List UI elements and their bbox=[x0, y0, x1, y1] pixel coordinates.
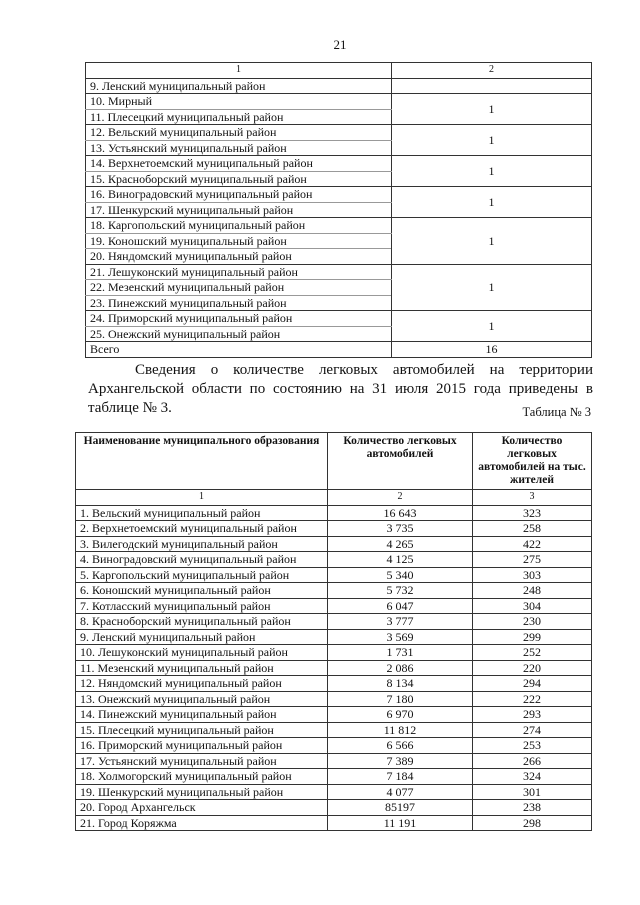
district-name: 9. Ленский муниципальный район bbox=[76, 629, 328, 645]
car-count: 3 777 bbox=[328, 614, 473, 630]
car-count: 11 191 bbox=[328, 815, 473, 831]
table-row bbox=[76, 567, 592, 583]
district-name: 24. Приморский муниципальный район bbox=[86, 311, 392, 327]
table-row bbox=[76, 536, 592, 552]
table-row bbox=[86, 125, 592, 141]
district-name: 22. Мезенский муниципальный район bbox=[86, 280, 392, 296]
table-row bbox=[76, 552, 592, 568]
cars-per-thousand: 304 bbox=[473, 598, 592, 614]
cars-per-thousand: 238 bbox=[473, 800, 592, 816]
table-row bbox=[86, 218, 592, 234]
car-count: 16 643 bbox=[328, 505, 473, 521]
car-count: 11 812 bbox=[328, 722, 473, 738]
car-count: 5 340 bbox=[328, 567, 473, 583]
header-cell: Наименование муниципального образования bbox=[76, 433, 328, 490]
cars-per-thousand: 275 bbox=[473, 552, 592, 568]
table-row bbox=[86, 78, 592, 94]
table-row bbox=[76, 660, 592, 676]
district-name: 9. Ленский муниципальный район bbox=[86, 78, 392, 94]
cars-per-thousand: 294 bbox=[473, 676, 592, 692]
table-caption: Таблица № 3 bbox=[522, 405, 591, 419]
district-name: 1. Вельский муниципальный район bbox=[76, 505, 328, 521]
header-row bbox=[86, 63, 592, 79]
car-count: 1 731 bbox=[328, 645, 473, 661]
cars-per-thousand: 230 bbox=[473, 614, 592, 630]
car-count: 4 077 bbox=[328, 784, 473, 800]
cars-per-thousand: 301 bbox=[473, 784, 592, 800]
car-count: 6 047 bbox=[328, 598, 473, 614]
col-number: 1 bbox=[86, 63, 392, 79]
district-name: 19. Шенкурский муниципальный район bbox=[76, 784, 328, 800]
car-count: 4 125 bbox=[328, 552, 473, 568]
page-number: 21 bbox=[333, 37, 347, 52]
district-name: 14. Верхнетоемский муниципальный район bbox=[86, 156, 392, 172]
group-value: 1 bbox=[392, 156, 592, 187]
column-number-row bbox=[76, 490, 592, 506]
col-number: 2 bbox=[392, 63, 592, 79]
car-count: 3 735 bbox=[328, 521, 473, 537]
car-count: 8 134 bbox=[328, 676, 473, 692]
table-row bbox=[76, 707, 592, 723]
cars-per-thousand: 324 bbox=[473, 769, 592, 785]
district-name: 11. Плесецкий муниципальный район bbox=[86, 109, 392, 125]
district-name: 11. Мезенский муниципальный район bbox=[76, 660, 328, 676]
district-name: 2. Верхнетоемский муниципальный район bbox=[76, 521, 328, 537]
car-count: 4 265 bbox=[328, 536, 473, 552]
table-row bbox=[76, 598, 592, 614]
district-name: 21. Лешуконский муниципальный район bbox=[86, 264, 392, 280]
district-name: 12. Няндомский муниципальный район bbox=[76, 676, 328, 692]
district-name: 8. Красноборский муниципальный район bbox=[76, 614, 328, 630]
cars-per-thousand: 293 bbox=[473, 707, 592, 723]
table-row bbox=[76, 722, 592, 738]
table-row bbox=[86, 187, 592, 203]
car-count: 7 389 bbox=[328, 753, 473, 769]
car-count: 6 970 bbox=[328, 707, 473, 723]
group-value: 1 bbox=[392, 311, 592, 342]
cars-per-thousand: 258 bbox=[473, 521, 592, 537]
cars-per-thousand: 222 bbox=[473, 691, 592, 707]
total-value: 16 bbox=[392, 342, 592, 358]
table-row bbox=[76, 769, 592, 785]
group-value: 1 bbox=[392, 125, 592, 156]
district-name: 10. Мирный bbox=[86, 94, 392, 110]
table-row bbox=[76, 521, 592, 537]
header-cell: Количество легковых автомобилей на тыс. жителей bbox=[473, 433, 592, 490]
district-name: 5. Каргопольский муниципальный район bbox=[76, 567, 328, 583]
cars-per-thousand: 303 bbox=[473, 567, 592, 583]
cars-per-thousand: 253 bbox=[473, 738, 592, 754]
district-name: 7. Котласский муниципальный район bbox=[76, 598, 328, 614]
table-row bbox=[76, 614, 592, 630]
district-name: 16. Приморский муниципальный район bbox=[76, 738, 328, 754]
district-name: 20. Город Архангельск bbox=[76, 800, 328, 816]
cars-per-thousand: 252 bbox=[473, 645, 592, 661]
district-name: 18. Каргопольский муниципальный район bbox=[86, 218, 392, 234]
district-name: 10. Лешуконский муниципальный район bbox=[76, 645, 328, 661]
total-row bbox=[86, 342, 592, 358]
cars-per-thousand: 266 bbox=[473, 753, 592, 769]
district-name: 13. Устьянский муниципальный район bbox=[86, 140, 392, 156]
districts-table bbox=[85, 62, 592, 358]
district-name: 6. Коношский муниципальный район bbox=[76, 583, 328, 599]
district-name: 23. Пинежский муниципальный район bbox=[86, 295, 392, 311]
car-count: 7 180 bbox=[328, 691, 473, 707]
group-value bbox=[392, 78, 592, 94]
car-count: 3 569 bbox=[328, 629, 473, 645]
district-name: 14. Пинежский муниципальный район bbox=[76, 707, 328, 723]
paragraph: Сведения о количестве легковых автомобилей на территории Архангельской области по состоянию на 31 июля 2015 года приведены в таблице № 3. bbox=[88, 362, 593, 416]
col-number: 2 bbox=[328, 490, 473, 506]
district-name: 20. Няндомский муниципальный район bbox=[86, 249, 392, 265]
cars-per-thousand: 422 bbox=[473, 536, 592, 552]
table-row bbox=[86, 311, 592, 327]
car-count: 85197 bbox=[328, 800, 473, 816]
car-count: 2 086 bbox=[328, 660, 473, 676]
cars-per-thousand: 323 bbox=[473, 505, 592, 521]
district-name: 19. Коношский муниципальный район bbox=[86, 233, 392, 249]
col-number: 1 bbox=[76, 490, 328, 506]
table-row bbox=[76, 645, 592, 661]
table-row bbox=[76, 753, 592, 769]
cars-table bbox=[75, 432, 592, 831]
header-cell: Количество легковых автомобилей bbox=[328, 433, 473, 490]
district-name: 12. Вельский муниципальный район bbox=[86, 125, 392, 141]
table-row bbox=[76, 629, 592, 645]
table-row bbox=[86, 264, 592, 280]
cars-per-thousand: 298 bbox=[473, 815, 592, 831]
table-row bbox=[76, 676, 592, 692]
table-row bbox=[76, 505, 592, 521]
car-count: 5 732 bbox=[328, 583, 473, 599]
table-row bbox=[76, 583, 592, 599]
cars-per-thousand: 220 bbox=[473, 660, 592, 676]
district-name: 17. Шенкурский муниципальный район bbox=[86, 202, 392, 218]
total-label: Всего bbox=[86, 342, 392, 358]
district-name: 3. Вилегодский муниципальный район bbox=[76, 536, 328, 552]
table-row bbox=[76, 800, 592, 816]
cars-per-thousand: 299 bbox=[473, 629, 592, 645]
header-row bbox=[76, 433, 592, 490]
table-row bbox=[86, 94, 592, 110]
group-value: 1 bbox=[392, 187, 592, 218]
district-name: 15. Красноборский муниципальный район bbox=[86, 171, 392, 187]
district-name: 18. Холмогорский муниципальный район bbox=[76, 769, 328, 785]
table-row bbox=[76, 784, 592, 800]
table-row bbox=[86, 156, 592, 172]
table-row bbox=[76, 738, 592, 754]
district-name: 4. Виноградовский муниципальный район bbox=[76, 552, 328, 568]
table-row bbox=[76, 691, 592, 707]
district-name: 21. Город Коряжма bbox=[76, 815, 328, 831]
cars-per-thousand: 248 bbox=[473, 583, 592, 599]
group-value: 1 bbox=[392, 218, 592, 265]
car-count: 7 184 bbox=[328, 769, 473, 785]
district-name: 17. Устьянский муниципальный район bbox=[76, 753, 328, 769]
group-value: 1 bbox=[392, 94, 592, 125]
group-value: 1 bbox=[392, 264, 592, 311]
cars-per-thousand: 274 bbox=[473, 722, 592, 738]
car-count: 6 566 bbox=[328, 738, 473, 754]
district-name: 16. Виноградовский муниципальный район bbox=[86, 187, 392, 203]
district-name: 13. Онежский муниципальный район bbox=[76, 691, 328, 707]
table-row bbox=[76, 815, 592, 831]
district-name: 15. Плесецкий муниципальный район bbox=[76, 722, 328, 738]
district-name: 25. Онежский муниципальный район bbox=[86, 326, 392, 342]
col-number: 3 bbox=[473, 490, 592, 506]
